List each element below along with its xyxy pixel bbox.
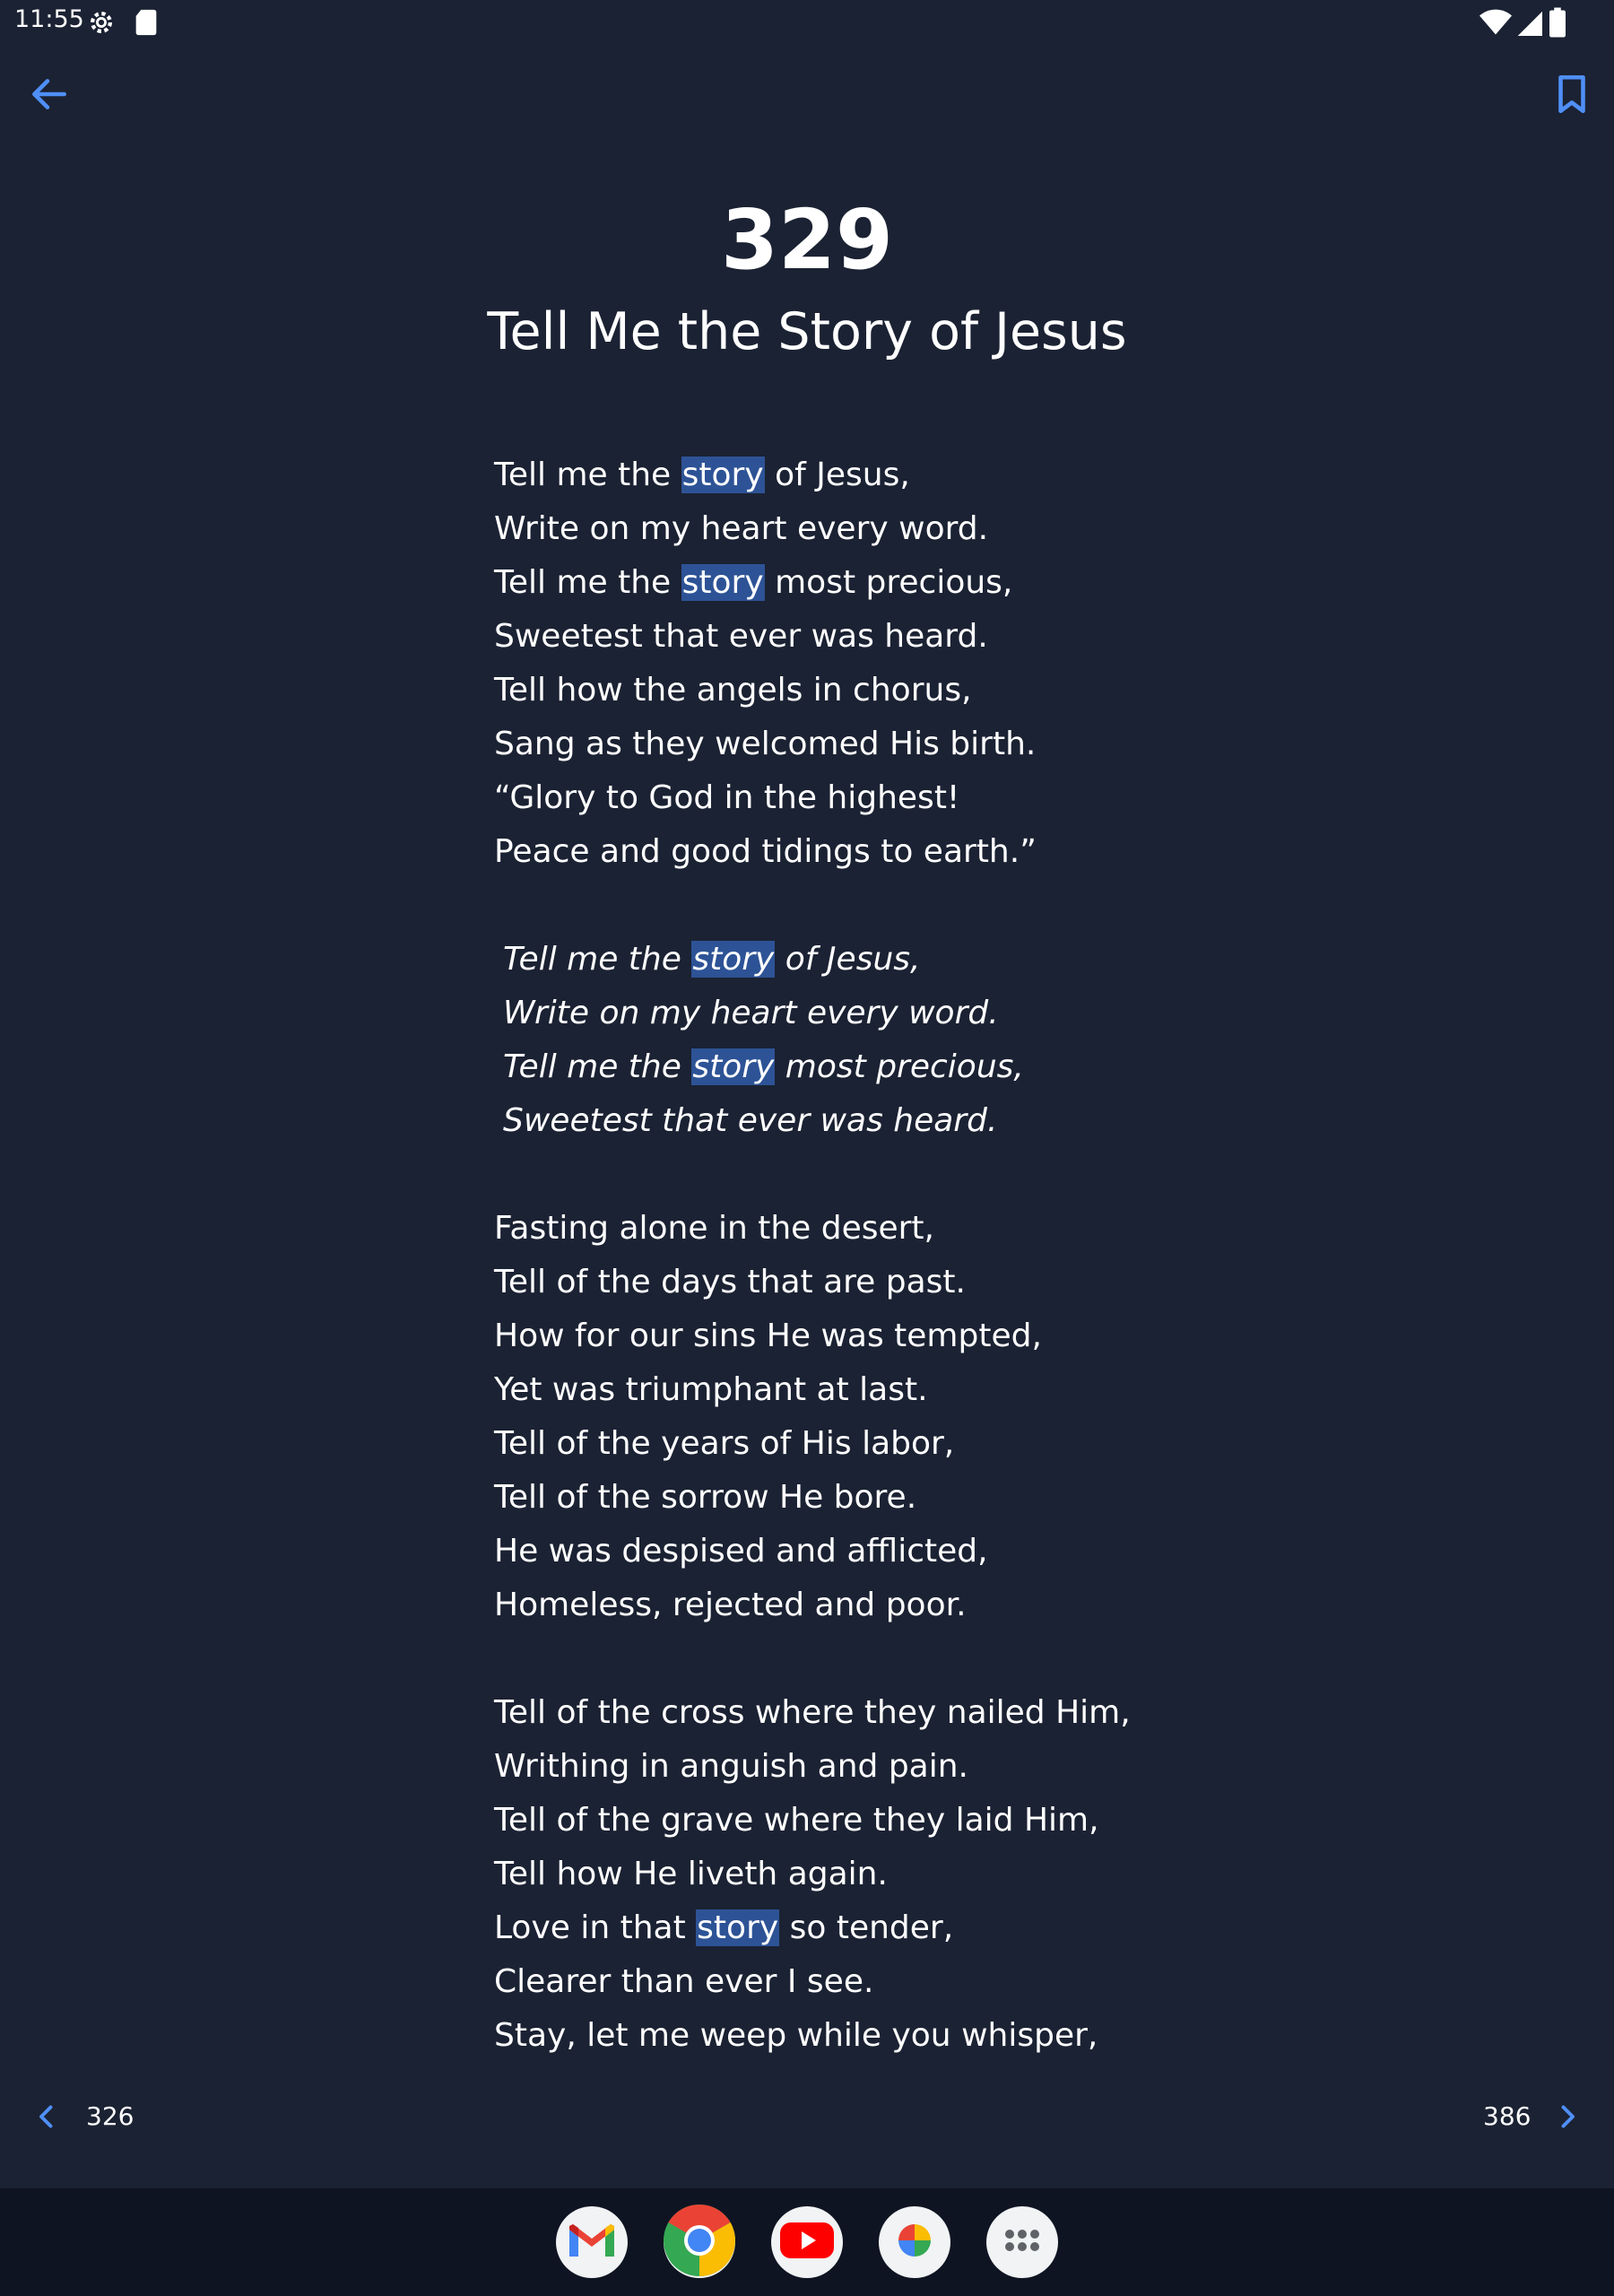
back-button[interactable]	[27, 72, 72, 117]
verse-line: Tell of the years of His labor,	[494, 1425, 955, 1462]
bookmark-button[interactable]	[1549, 72, 1594, 117]
verse-line: Tell me the story of Jesus,	[494, 457, 910, 493]
verse-line: Sang as they welcomed His birth.	[494, 726, 1037, 762]
stanza-gap	[494, 879, 1391, 933]
chorus-line: Sweetest that ever was heard.	[503, 1102, 998, 1139]
verse-line: Tell of the cross where they nailed Him,	[494, 1694, 1131, 1731]
chorus-line: Tell me the story of Jesus,	[503, 941, 921, 978]
photos-icon	[888, 2213, 941, 2271]
gmail-app[interactable]	[556, 2206, 628, 2278]
chorus-line: Write on my heart every word.	[503, 995, 999, 1031]
verse-line: Clearer than ever I see.	[494, 1963, 874, 2000]
previous-hymn-number: 326	[86, 2101, 134, 2131]
sd-card-icon	[133, 7, 160, 41]
search-highlight: story	[681, 457, 764, 493]
verse-line: He was despised and afflicted,	[494, 1533, 988, 1570]
app-drawer-icon	[1002, 2227, 1042, 2257]
cellular-signal-icon	[1515, 7, 1542, 41]
search-highlight: story	[692, 941, 775, 978]
hymn-number: 329	[720, 192, 894, 288]
gmail-icon	[566, 2221, 618, 2264]
search-highlight: story	[697, 1909, 779, 1946]
chevron-right-icon	[1551, 2100, 1584, 2136]
lyrics-body	[494, 448, 1391, 2063]
next-hymn-button[interactable]	[1471, 2095, 1587, 2138]
stanza-gap	[494, 1632, 1391, 1686]
verse-line: Love in that story so tender,	[494, 1909, 954, 1946]
chorus-line: Tell me the story most precious,	[503, 1048, 1024, 1085]
stanza-gap	[494, 1148, 1391, 1202]
hymn-title: Tell Me the Story of Jesus	[487, 302, 1127, 361]
settings-gear-icon	[86, 7, 117, 41]
verse-line: Writhing in anguish and pain.	[494, 1748, 968, 1785]
verse-line: Tell how the angels in chorus,	[494, 672, 972, 709]
wifi-icon	[1480, 7, 1512, 41]
verse-line: Tell of the grave where they laid Him,	[494, 1802, 1099, 1839]
app-drawer-button[interactable]	[986, 2206, 1058, 2278]
verse-line: Stay, let me weep while you whisper,	[494, 2017, 1098, 2054]
verse-line: Tell of the days that are past.	[494, 1264, 966, 1300]
previous-hymn-button[interactable]	[27, 2095, 143, 2138]
photos-app[interactable]	[879, 2206, 950, 2278]
battery-icon	[1549, 7, 1566, 41]
bookmark-outline-icon	[1549, 103, 1594, 120]
search-highlight: story	[681, 564, 764, 601]
chrome-app[interactable]	[664, 2206, 735, 2278]
verse-line: Write on my heart every word.	[494, 510, 989, 547]
verse-line: Tell how He liveth again.	[494, 1856, 888, 1892]
verse-line: Peace and good tidings to earth.”	[494, 833, 1037, 870]
verse-line: Yet was triumphant at last.	[494, 1371, 928, 1408]
status-bar	[0, 0, 1614, 47]
youtube-icon	[780, 2221, 834, 2264]
verse-line: Fasting alone in the desert,	[494, 1210, 934, 1247]
verse-line: How for our sins He was tempted,	[494, 1318, 1042, 1354]
verse-line: Sweetest that ever was heard.	[494, 618, 988, 655]
next-hymn-number: 386	[1483, 2101, 1532, 2131]
verse-line: Homeless, rejected and poor.	[494, 1587, 967, 1623]
verse-line: “Glory to God in the highest!	[494, 779, 960, 816]
search-highlight: story	[692, 1048, 775, 1085]
verse-line: Tell of the sorrow He bore.	[494, 1479, 917, 1516]
verse-line: Tell me the story most precious,	[494, 564, 1013, 601]
youtube-app[interactable]	[771, 2206, 843, 2278]
arrow-left-icon	[27, 103, 72, 120]
status-time: 11:55	[14, 5, 84, 33]
chrome-icon	[664, 2205, 735, 2280]
chevron-left-icon	[30, 2100, 63, 2136]
